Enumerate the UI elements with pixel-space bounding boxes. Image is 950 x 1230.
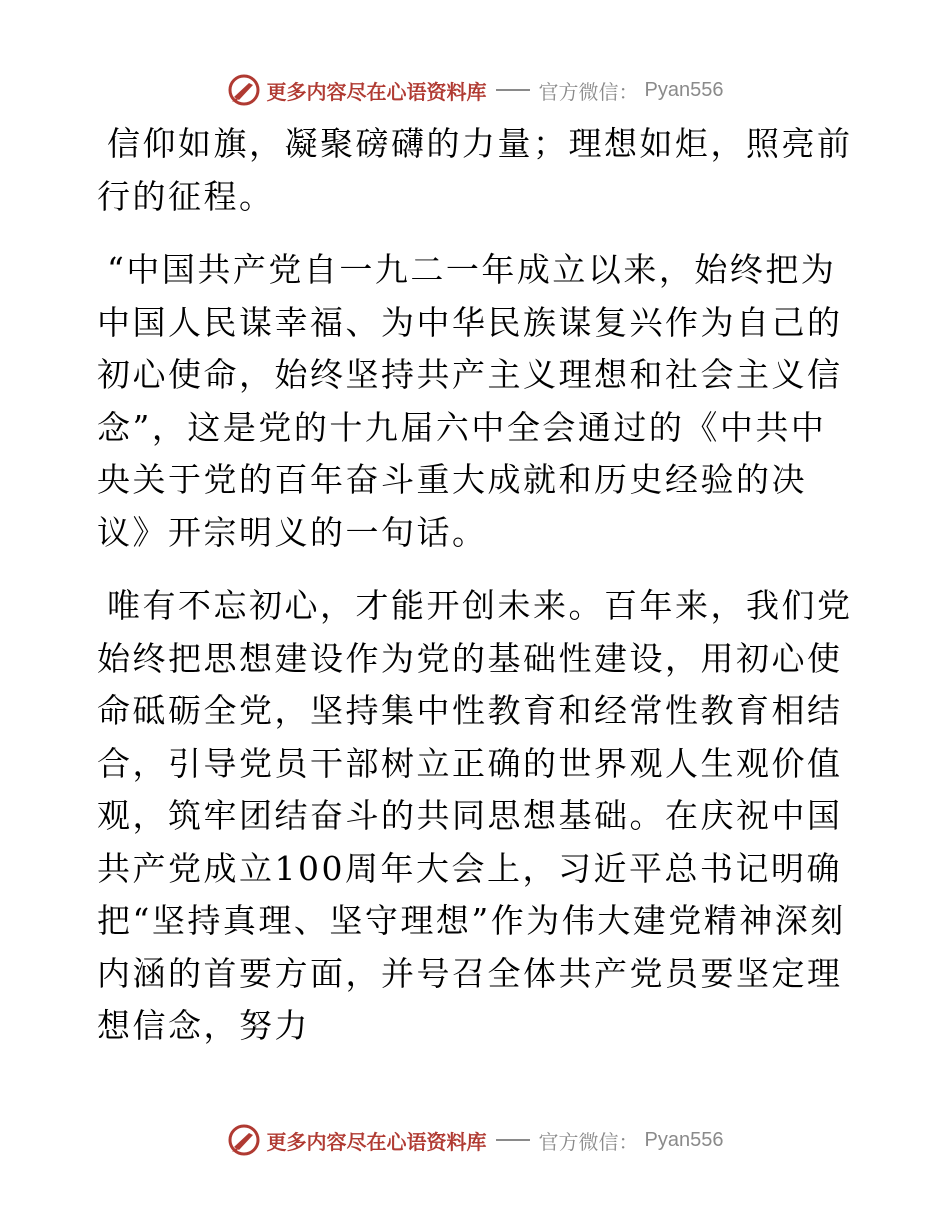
banner-official-label: 官方微信： [538,79,639,104]
footer-banner [0,1120,950,1160]
red-circle-pen-logo-icon [227,73,261,107]
banner-dash [496,89,530,91]
banner-wechat-id: Pyan556 [644,78,724,101]
paragraph-3: 唯有不忘初心，才能开创未来。百年来，我们党始终把思想建设作为党的基础性建设，用初心使命砥砺全党，坚持集中性教育和经常性教育相结合，引导党员干部树立正确的世界观人生观价值观，筑牢团结奋斗的共同思想基础。在庆祝中国共产党成立100周年大会上，习近平总书记明确把“坚持真理、坚守理想”作为伟大建党精神深刻内涵的首要方面，并号召全体共产党员要坚定理想信念，努力 [97,586,853,1045]
banner-wechat-id: Pyan556 [644,1128,724,1151]
banner-official-label: 官方微信： [538,1129,639,1154]
paragraph-2: “中国共产党自一九二一年成立以来，始终把为中国人民谋幸福、为中华民族谋复兴作为自己的初心使命，始终坚持共产主义理想和社会主义信念”，这是党的十九届六中全会通过的《中共中央关于党的百年奋斗重大成就和历史经验的决议》开宗明义的一句话。 [97,250,843,552]
paragraph-1: 信仰如旗，凝聚磅礴的力量；理想如炬，照亮前行的征程。 [97,124,853,216]
article-body [97,118,857,1074]
banner-dash [496,1139,530,1141]
red-circle-pen-logo-icon [227,1123,261,1157]
header-banner [0,70,950,110]
banner-site-text: 更多内容尽在心语资料库 [266,79,487,104]
banner-site-text: 更多内容尽在心语资料库 [266,1129,487,1154]
